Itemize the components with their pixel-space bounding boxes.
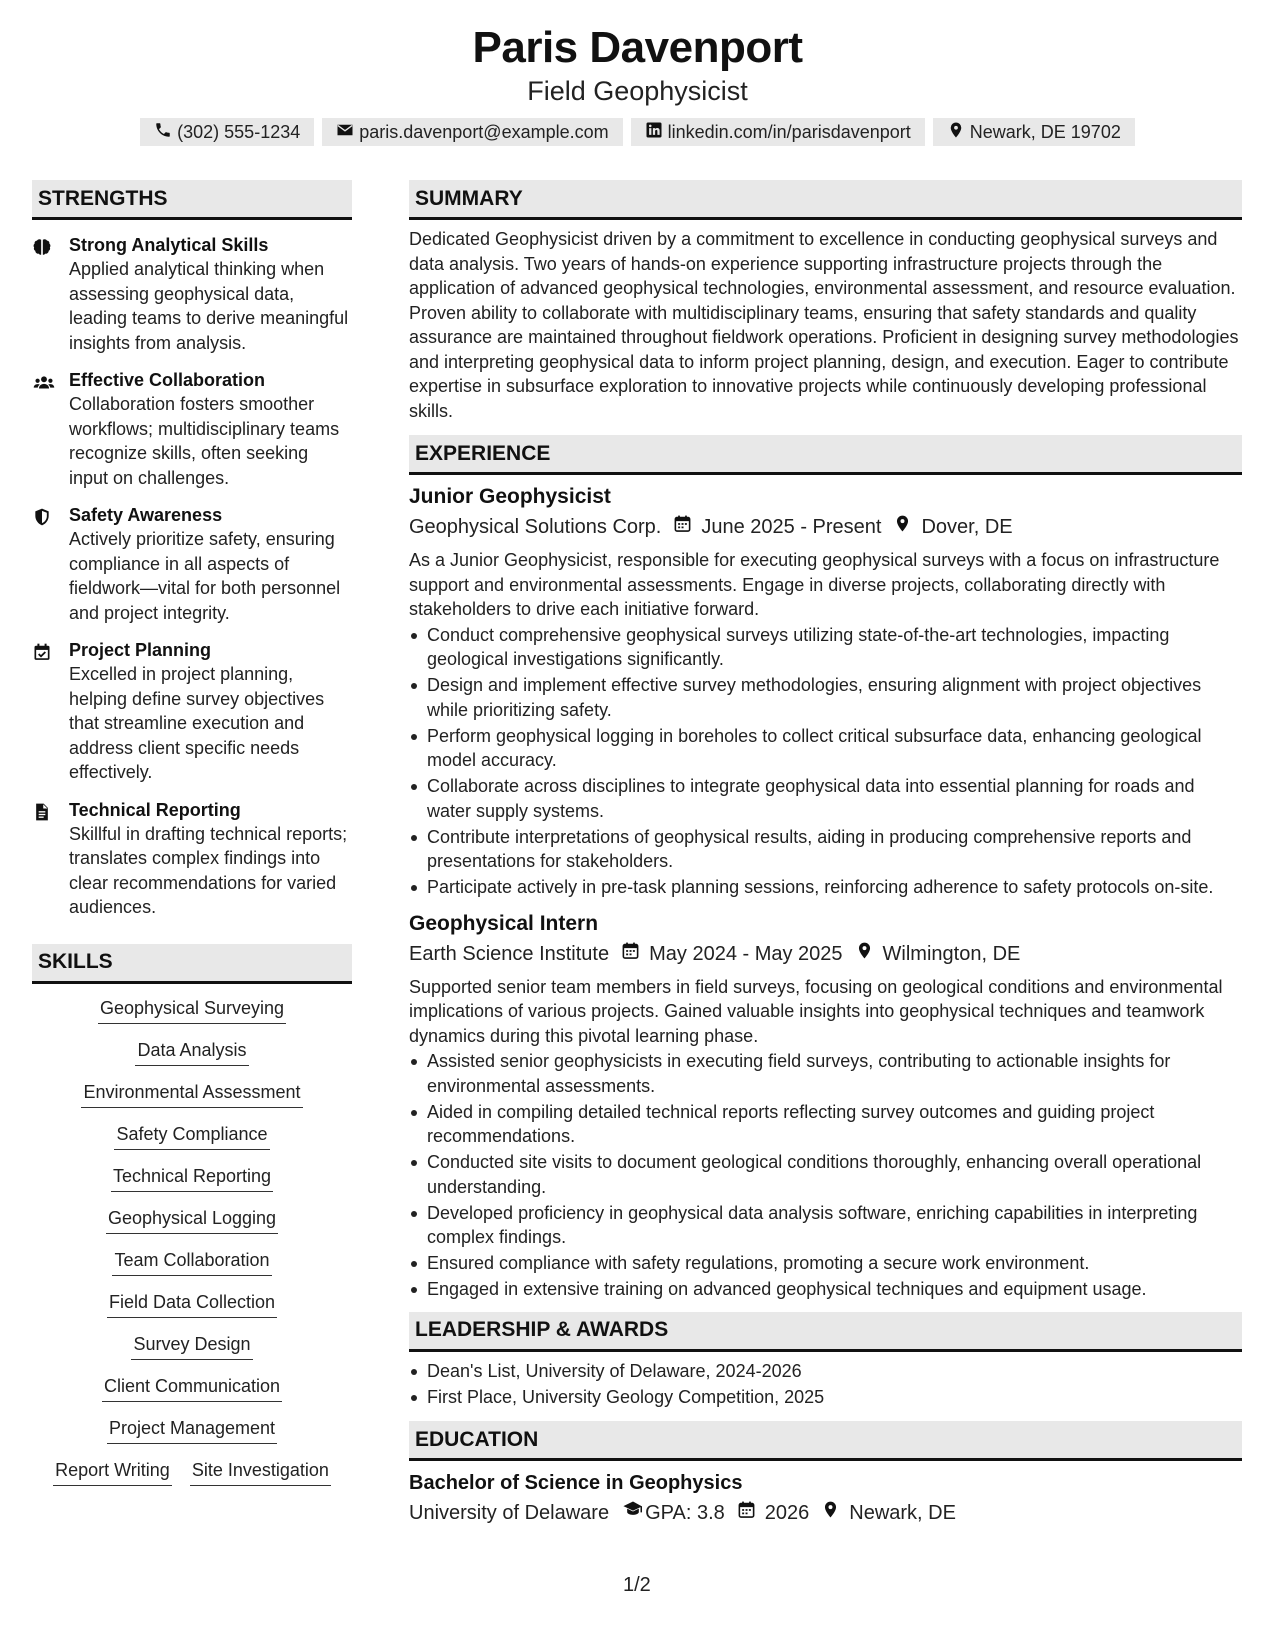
strength-title: Safety Awareness (69, 505, 223, 525)
left-column (32, 180, 352, 1486)
map-pin-icon (947, 121, 965, 144)
skill-tag: Geophysical Surveying (98, 996, 286, 1024)
strength-item (32, 234, 352, 355)
linkedin-icon (645, 121, 663, 144)
resume-header (0, 22, 1275, 146)
education-meta (409, 1498, 1242, 1528)
experience-heading: EXPERIENCE (409, 435, 1242, 475)
strength-desc: Collaboration fosters smoother workflows; multidisciplinary teams recognize skills, often seeking input on challenges. (69, 394, 340, 488)
skill-tag: Client Communication (102, 1374, 282, 1402)
bullet-item: Ensured compliance with safety regulations, promoting a secure work environment. (409, 1251, 1242, 1276)
job-meta (409, 939, 1242, 969)
job-description: Supported senior team members in field surveys, focusing on geological conditions and environmental implications of various projects. Gained valuable insights into geophysical techniques and teamwork dynamics during this pivotal learning phase. (409, 976, 1223, 1046)
candidate-name: Paris Davenport (472, 23, 803, 72)
gpa-text: GPA: 3.8 (645, 1502, 725, 1524)
contact-bar (0, 118, 1275, 146)
bullet-item: Design and implement effective survey methodologies, ensuring alignment with project objectives while prioritizing safety. (409, 673, 1242, 722)
bullet-item: Conduct comprehensive geophysical surveys utilizing state-of-the-art technologies, impacting geological investigations significantly. (409, 623, 1242, 672)
strength-title: Effective Collaboration (69, 370, 266, 390)
contact-phone (140, 118, 314, 146)
candidate-title: Field Geophysicist (527, 76, 748, 106)
job-location: Wilmington, DE (882, 942, 1021, 965)
bullet-item: Developed proficiency in geophysical data analysis software, enriching capabilities in interpreting complex findings. (409, 1201, 1242, 1250)
job-description: As a Junior Geophysicist, responsible for executing geophysical surveys with a focus on infrastructure support and environmental assessments. Engage in diverse projects, collaborating directly with stakeholders to drive each initiative forward. (409, 550, 1220, 619)
strength-desc: Skillful in drafting technical reports; translates complex findings into clear recommendations for varied audiences. (69, 823, 348, 917)
job-location: Dover, DE (921, 516, 1013, 538)
school-name: University of Delaware (409, 1502, 610, 1524)
map-pin-icon (881, 512, 921, 542)
contact-location (933, 118, 1135, 146)
skill-tag: Site Investigation (190, 1458, 331, 1486)
shield-icon (32, 504, 69, 625)
summary-text: Dedicated Geophysicist driven by a commitment to excellence in conducting geophysical surveys and data analysis. Two years of hands-on experience supporting infrastructure projects through the application of advanced geophysical technologies, environmental assessment, and resource evaluation. Proven ability to collaborate with multidisciplinary teams, ensuring that safety standards and quality assurance are maintained throughout fieldwork operations. Proficient in designing survey methodologies and interpreting geophysical data to inform project planning, design, and execution. Eager to contribute expertise in subsurface exploration to innovative projects while continuously developing professional skills. (409, 229, 1239, 421)
company-name: Earth Science Institute (409, 942, 610, 965)
contact-linkedin[interactable] (631, 118, 925, 146)
skill-tag: Environmental Assessment (81, 1080, 302, 1108)
job-dates: May 2024 - May 2025 (649, 942, 843, 965)
education-location: Newark, DE (849, 1502, 956, 1524)
page-number: 1/2 (623, 1574, 651, 1596)
skills-list (32, 996, 352, 1486)
skill-tag: Project Management (107, 1416, 277, 1444)
skill-tag: Data Analysis (135, 1038, 248, 1066)
calendar-check-icon (32, 639, 69, 785)
summary-heading: SUMMARY (409, 180, 1242, 220)
bullet-item: Perform geophysical logging in boreholes to collect critical subsurface data, enhancing geological model accuracy. (409, 724, 1242, 773)
phone-icon (154, 121, 172, 144)
strengths-heading: STRENGTHS (32, 180, 352, 220)
strength-desc: Actively prioritize safety, ensuring compliance in all aspects of fieldwork—vital for both personnel and project integrity. (69, 529, 341, 623)
strength-title: Project Planning (69, 640, 212, 660)
envelope-icon (336, 121, 354, 144)
job-dates: June 2025 - Present (701, 516, 882, 538)
strength-item (32, 799, 352, 920)
skill-tag: Field Data Collection (107, 1290, 277, 1318)
strength-desc: Excelled in project planning, helping define survey objectives that streamline execution and address client specific needs effectively. (69, 664, 325, 782)
award-item: First Place, University Geology Competition, 2025 (409, 1385, 1242, 1410)
bullet-item: Engaged in extensive training on advanced geophysical techniques and equipment usage. (409, 1277, 1242, 1302)
phone-text: (302) 555-1234 (177, 121, 301, 142)
skills-heading: SKILLS (32, 944, 352, 984)
strength-title: Technical Reporting (69, 799, 241, 820)
award-item: Dean's List, University of Delaware, 2024-2026 (409, 1359, 1242, 1384)
strength-item (32, 639, 352, 785)
bullet-item: Conducted site visits to document geological conditions thoroughly, enhancing overall operational understanding. (409, 1150, 1242, 1199)
bullet-item: Participate actively in pre-task planning sessions, reinforcing adherence to safety protocols on-site. (409, 875, 1242, 900)
graduation-year: 2026 (764, 1502, 810, 1524)
skill-tag: Geophysical Logging (106, 1206, 278, 1234)
skill-tag: Report Writing (53, 1458, 172, 1486)
contact-email[interactable] (322, 118, 622, 146)
strength-desc: Applied analytical thinking when assessing geophysical data, leading teams to derive meaningful insights from analysis. (69, 259, 349, 353)
brain-icon (32, 234, 69, 355)
degree-name: Bachelor of Science in Geophysics (409, 1472, 743, 1494)
job-bullets (409, 623, 1242, 900)
strength-title: Strong Analytical Skills (69, 235, 269, 255)
map-pin-icon (809, 1498, 849, 1528)
strength-item (32, 504, 352, 625)
job-title: Geophysical Intern (409, 911, 599, 935)
company-name: Geophysical Solutions Corp. (409, 516, 662, 538)
calendar-icon (661, 512, 701, 542)
file-icon (32, 799, 69, 920)
skill-tag: Technical Reporting (111, 1164, 273, 1192)
job-title: Junior Geophysicist (409, 485, 611, 508)
job-entry (409, 483, 1242, 900)
linkedin-text: linkedin.com/in/parisdavenport (667, 121, 911, 142)
job-entry (409, 910, 1242, 1302)
users-icon (32, 369, 69, 490)
calendar-icon (609, 939, 649, 969)
bullet-item: Aided in compiling detailed technical reports reflecting survey outcomes and guiding project recommendations. (409, 1100, 1242, 1149)
bullet-item: Collaborate across disciplines to integrate geophysical data into essential planning for roads and water supply systems. (409, 774, 1242, 823)
job-meta (409, 512, 1242, 542)
bullet-item: Assisted senior geophysicists in executing field surveys, contributing to actionable insights for environmental assessments. (409, 1049, 1242, 1098)
awards-list (409, 1359, 1242, 1410)
location-text: Newark, DE 19702 (969, 121, 1121, 142)
bullet-item: Contribute interpretations of geophysical results, aiding in producing comprehensive reports and presentations for stakeholders. (409, 825, 1242, 874)
calendar-icon (725, 1498, 765, 1528)
skill-tag: Safety Compliance (114, 1122, 269, 1150)
job-bullets (409, 1049, 1242, 1302)
strength-item (32, 369, 352, 490)
right-column (409, 180, 1242, 1528)
email-text: paris.davenport@example.com (359, 121, 609, 142)
skill-tag: Team Collaboration (112, 1248, 271, 1276)
education-heading: EDUCATION (409, 1421, 1242, 1461)
skill-tag: Survey Design (131, 1332, 252, 1360)
awards-heading: LEADERSHIP & AWARDS (409, 1312, 1242, 1352)
map-pin-icon (843, 939, 883, 969)
